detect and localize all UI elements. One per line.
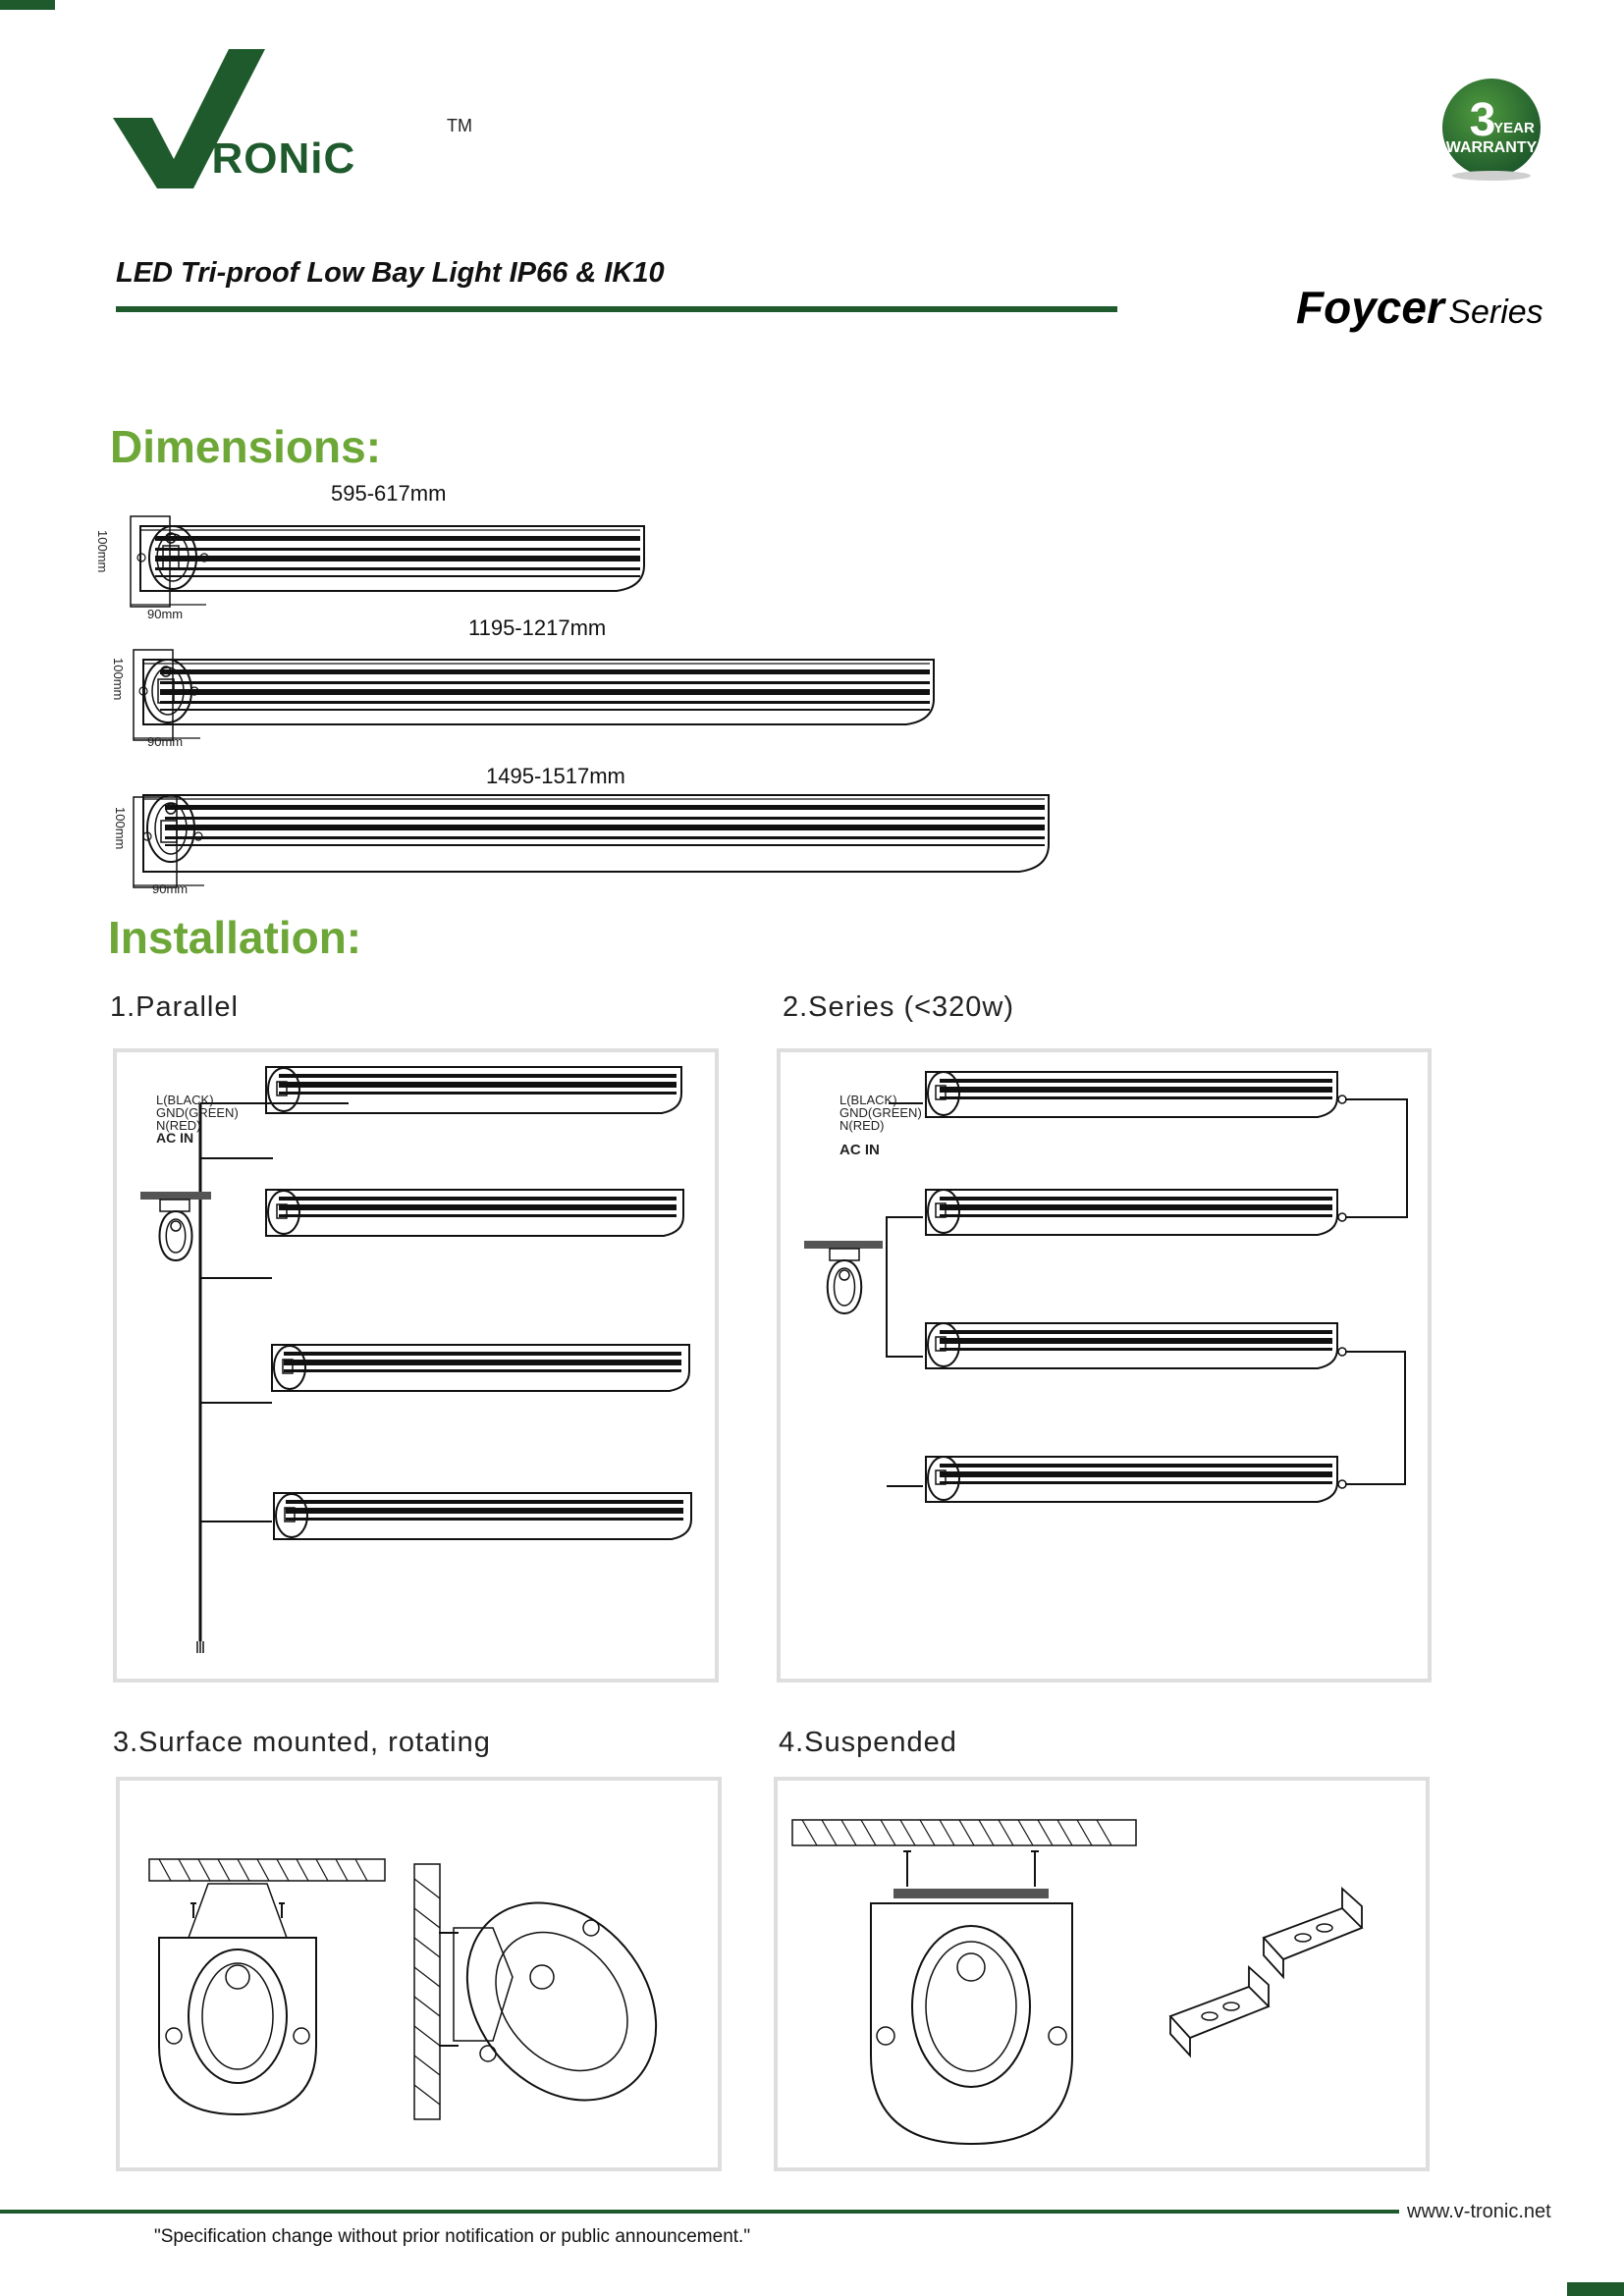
luminaire-parallel-3 bbox=[272, 1345, 689, 1391]
installation-panel-parallel bbox=[113, 1048, 719, 1682]
dim-length-label-3: 1495-1517mm bbox=[486, 764, 625, 788]
footer-rule bbox=[0, 2210, 1399, 2214]
warranty-badge-shadow bbox=[1452, 171, 1531, 181]
dim-height-label-3: 100mm bbox=[113, 807, 128, 850]
brand-name: -TRONiC bbox=[169, 134, 356, 183]
surface-mount-fixture-rotated bbox=[428, 1865, 695, 2138]
suspended-mount-diagram bbox=[778, 1781, 1426, 2167]
installation-label-suspended: 4.Suspended bbox=[779, 1727, 957, 1758]
wire-label-gnd: GND(GREEN) bbox=[156, 1105, 239, 1120]
ac-in-label-series: AC IN bbox=[839, 1142, 880, 1158]
surface-mount-diagram bbox=[120, 1781, 718, 2167]
trademark-symbol: TM bbox=[447, 116, 472, 135]
dim-height-label-2: 100mm bbox=[111, 658, 126, 701]
installation-panel-series bbox=[777, 1048, 1432, 1682]
warranty-badge-word-year: YEAR bbox=[1493, 120, 1535, 136]
wire-label-l: L(BLACK) bbox=[156, 1093, 214, 1107]
ac-in-label: AC IN bbox=[156, 1130, 194, 1146]
website-link[interactable]: www.v-tronic.net bbox=[1407, 2201, 1551, 2222]
surface-mount-fixture-front bbox=[159, 1884, 316, 2114]
luminaire-parallel-2 bbox=[266, 1190, 683, 1236]
ceiling-hatch-suspended bbox=[792, 1820, 1136, 1845]
series-heading bbox=[1296, 281, 1543, 334]
dim-height-label-1: 100mm bbox=[95, 530, 110, 573]
mounting-bracket-detail-series bbox=[804, 1241, 883, 1313]
disclaimer-text: "Specification change without prior notification or public announcement." bbox=[154, 2226, 751, 2247]
wire-label-gnd-series: GND(GREEN) bbox=[839, 1105, 922, 1120]
installation-label-parallel: 1.Parallel bbox=[110, 991, 239, 1023]
series-wiring-diagram bbox=[781, 1052, 1428, 1679]
dim-width-label-3: 90mm bbox=[152, 881, 189, 896]
dim-length-label-1: 595-617mm bbox=[331, 481, 447, 506]
installation-title: Installation: bbox=[108, 912, 362, 963]
dim-width-label-1: 90mm bbox=[147, 607, 184, 621]
luminaire-series-1 bbox=[926, 1072, 1346, 1117]
installation-panel-suspended bbox=[774, 1777, 1430, 2171]
wire-label-l-series: L(BLACK) bbox=[839, 1093, 897, 1107]
installation-label-surface: 3.Surface mounted, rotating bbox=[113, 1727, 491, 1758]
header-rule bbox=[116, 306, 1117, 312]
luminaire-drawing-600 bbox=[106, 507, 656, 614]
suspension-clip-1 bbox=[1170, 1967, 1269, 2056]
dim-length-label-2: 1195-1217mm bbox=[468, 615, 607, 640]
dimensions-title: Dimensions: bbox=[110, 421, 382, 472]
luminaire-series-3 bbox=[926, 1323, 1346, 1368]
parallel-wiring-diagram bbox=[117, 1052, 715, 1679]
corner-mark-top-left bbox=[0, 0, 55, 10]
warranty-badge-word-warranty: WARRANTY bbox=[1445, 139, 1538, 156]
suspension-clip-2 bbox=[1264, 1889, 1362, 1977]
luminaire-drawing-1500 bbox=[106, 787, 1058, 895]
wall-hatch-surface bbox=[414, 1864, 440, 2119]
luminaire-series-4 bbox=[926, 1457, 1346, 1502]
warranty-badge-number: 3 bbox=[1469, 94, 1496, 146]
luminaire-parallel-1 bbox=[266, 1067, 681, 1113]
suspended-fixture-front bbox=[871, 1851, 1072, 2144]
installation-panel-surface bbox=[116, 1777, 722, 2171]
luminaire-series-2 bbox=[926, 1190, 1346, 1235]
series-suffix: Series bbox=[1448, 294, 1543, 331]
installation-label-series: 2.Series (<320w) bbox=[783, 991, 1015, 1023]
corner-mark-bottom-right bbox=[1567, 2282, 1624, 2296]
warranty-badge bbox=[1435, 77, 1547, 183]
wire-label-n: N(RED) bbox=[156, 1118, 201, 1133]
luminaire-drawing-1200 bbox=[106, 640, 950, 748]
wire-label-n-series: N(RED) bbox=[839, 1118, 885, 1133]
dim-width-label-2: 90mm bbox=[147, 734, 184, 749]
luminaire-parallel-4 bbox=[274, 1493, 691, 1539]
series-name: Foycer bbox=[1296, 282, 1444, 333]
product-title: LED Tri-proof Low Bay Light IP66 & IK10 bbox=[116, 257, 665, 289]
ceiling-hatch-surface bbox=[149, 1859, 385, 1881]
